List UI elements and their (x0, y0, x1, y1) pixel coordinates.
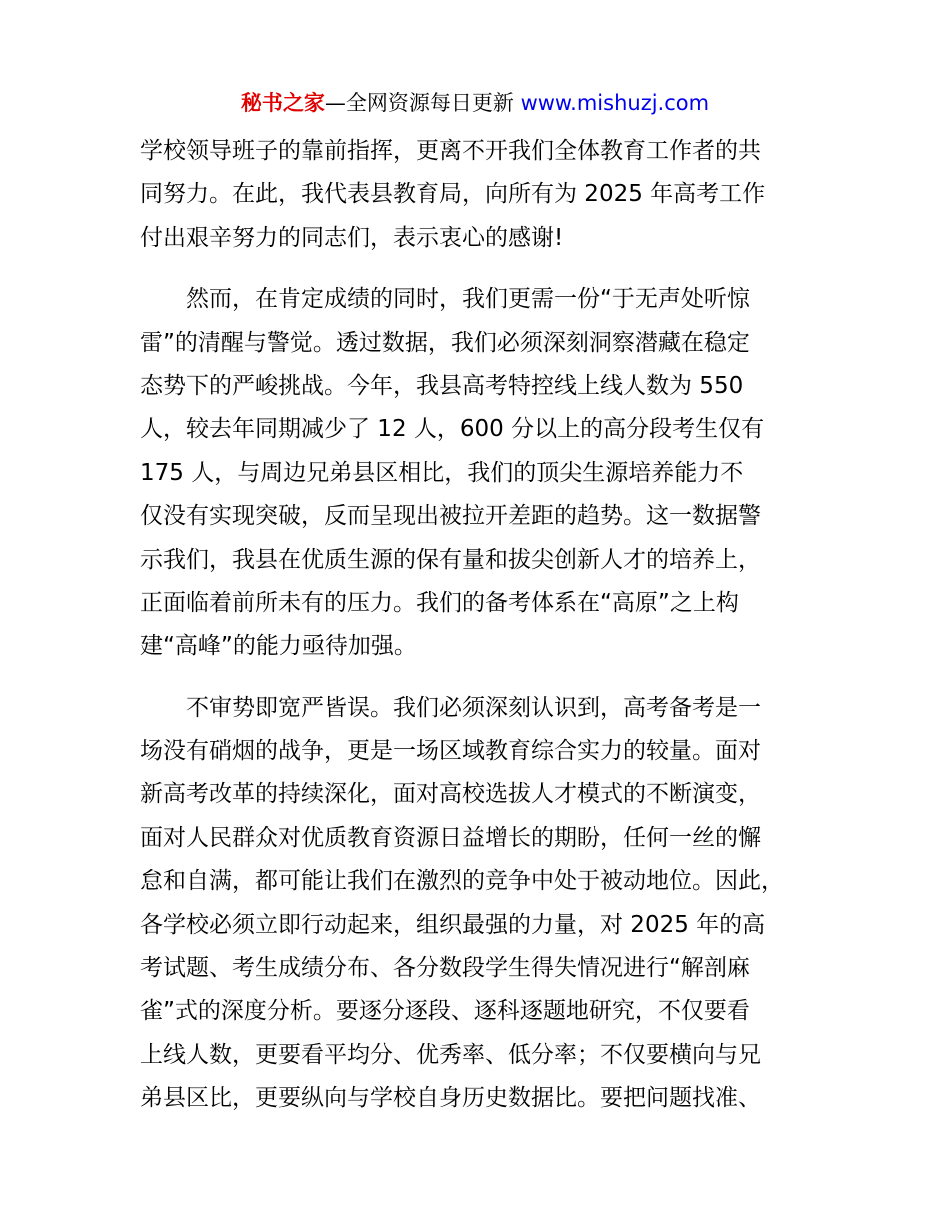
text-line: 面对人民群众对优质教育资源日益增长的期盼，任何一丝的懈 (140, 824, 761, 851)
text-line: 态势下的严峻挑战。今年，我县高考特控线上线人数为 550 (140, 372, 744, 399)
text-line: 仅没有实现突破，反而呈现出被拉开差距的趋势。这一数据警 (140, 503, 761, 530)
text-line: 然而，在肯定成绩的同时，我们更需一份“于无声处听惊 (140, 286, 750, 313)
text-line: 付出艰辛努力的同志们，表示衷心的感谢! (140, 224, 564, 251)
website-link[interactable]: www.mishuzj.com (520, 91, 710, 115)
text-line: 示我们，我县在优质生源的保有量和拔尖创新人才的培养上， (140, 546, 761, 573)
text-line: 建“高峰”的能力亟待加强。 (140, 633, 417, 660)
text-line: 考试题、考生成绩分布、各分数段学生得失情况进行“解剖麻 (140, 955, 750, 982)
header-tagline: —全网资源每日更新 (324, 91, 521, 115)
brand-name: 秘书之家 (240, 91, 325, 115)
text-line: 175 人，与周边兄弟县区相比，我们的顶尖生源培养能力不 (140, 459, 744, 486)
paragraph-1 (140, 130, 840, 260)
text-line: 场没有硝烟的战争，更是一场区域教育综合实力的较量。面对 (140, 738, 761, 765)
document-body (140, 130, 840, 1121)
paragraph-3 (140, 687, 840, 1121)
text-line: 雀”式的深度分析。要逐分逐段、逐科逐题地研究，不仅要看 (140, 998, 750, 1025)
text-line: 雷”的清醒与警觉。透过数据，我们必须深刻洞察潜藏在稳定 (140, 329, 750, 356)
text-line: 正面临着前所未有的压力。我们的备考体系在“高原”之上构 (140, 589, 739, 616)
text-line: 各学校必须立即行动起来，组织最强的力量，对 2025 年的高 (140, 911, 766, 938)
text-line: 上线人数，更要看平均分、优秀率、低分率；不仅要横向与兄 (140, 1041, 761, 1068)
text-line: 同努力。在此，我代表县教育局，向所有为 2025 年高考工作 (140, 181, 766, 208)
text-line: 新高考改革的持续深化，面对高校选拔人才模式的不断演变， (140, 781, 761, 808)
text-line: 学校领导班子的靠前指挥，更离不开我们全体教育工作者的共 (140, 138, 761, 164)
paragraph-2 (140, 278, 840, 669)
text-line: 人，较去年同期减少了 12 人，600 分以上的高分段考生仅有 (140, 416, 765, 443)
text-line: 不审势即宽严皆误。我们必须深刻认识到，高考备考是一 (140, 694, 761, 721)
text-line: 弟县区比，更要纵向与学校自身历史数据比。要把问题找准、 (140, 1085, 761, 1112)
text-line: 怠和自满，都可能让我们在激烈的竞争中处于被动地位。因此， (140, 868, 784, 895)
page-header (0, 88, 950, 118)
